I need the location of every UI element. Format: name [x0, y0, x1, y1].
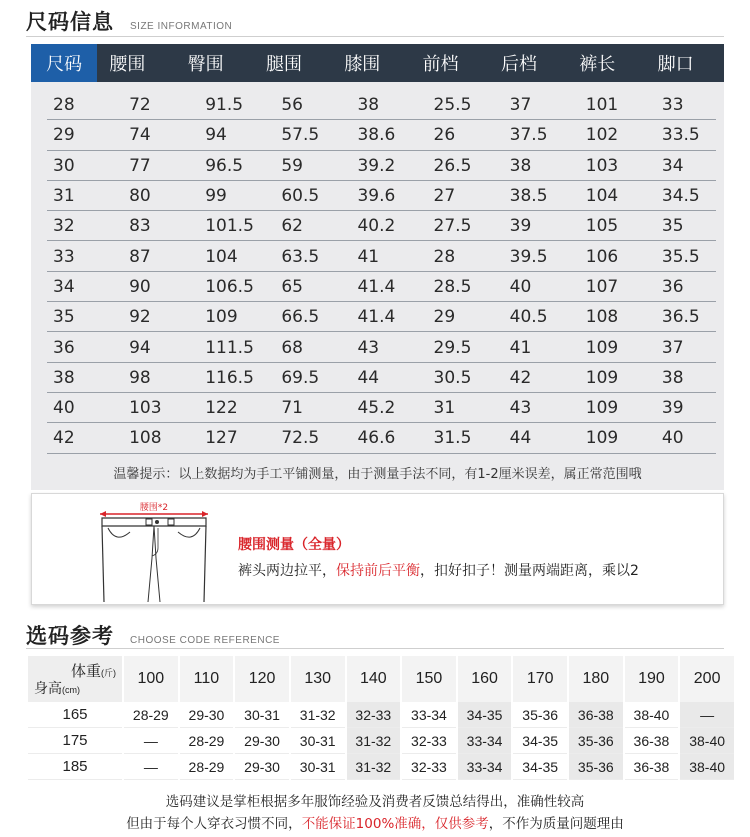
table-cell: 101	[585, 95, 619, 116]
choose-code-title: 选码参考	[26, 624, 114, 648]
table-cell: 31-32	[347, 728, 401, 754]
weight-column-header: 190	[625, 656, 679, 702]
table-cell: 103	[129, 398, 162, 419]
table-cell: 29.5	[433, 337, 472, 358]
table-cell: 91.5	[205, 95, 244, 116]
table-cell: 101.5	[205, 216, 254, 237]
table-row	[31, 120, 724, 150]
table-cell: 43	[509, 398, 532, 419]
table-cell: 60.5	[281, 186, 320, 207]
table-cell: 90	[129, 276, 151, 297]
table-cell: 111.5	[205, 337, 254, 358]
table-cell: 34-35	[513, 728, 567, 754]
table-cell: 34.5	[661, 186, 700, 207]
table-cell: 36-38	[625, 728, 679, 754]
size-info-heading	[26, 6, 232, 36]
height-unit: (cm)	[62, 685, 80, 695]
table-cell: 108	[129, 428, 162, 449]
table-row	[31, 241, 724, 271]
advice-line-2	[0, 812, 750, 832]
table-cell: 34-35	[513, 754, 567, 780]
table-cell: 35-36	[569, 728, 623, 754]
table-cell: 116.5	[205, 367, 254, 388]
table-cell: 68	[281, 337, 303, 358]
table-cell: 107	[585, 276, 619, 297]
table-cell: 37	[509, 95, 532, 116]
table-cell: 31-32	[291, 702, 345, 728]
table-cell: 35-36	[513, 702, 567, 728]
table-cell: 38	[661, 367, 684, 388]
table-cell: 38-40	[680, 728, 734, 754]
table-row	[31, 272, 724, 302]
pants-diagram-icon	[94, 498, 214, 602]
table-row	[31, 151, 724, 181]
size-info-subtitle: SIZE INFORMATION	[130, 21, 233, 32]
table-cell: 29-30	[180, 702, 234, 728]
divider	[26, 648, 724, 649]
table-cell: 28	[433, 246, 456, 267]
table-cell: 38-40	[625, 702, 679, 728]
size-table-header	[31, 44, 724, 82]
weight-column-header: 120	[235, 656, 289, 702]
table-cell: 35.5	[661, 246, 700, 267]
column-header: 腿围	[265, 54, 302, 75]
table-cell: 41	[357, 246, 380, 267]
table-cell: 42	[53, 428, 75, 449]
table-cell: 28-29	[124, 702, 178, 728]
table-cell: 106.5	[205, 276, 254, 297]
waist-times-two-label: 腰围*2	[139, 503, 169, 513]
table-row	[31, 302, 724, 332]
table-cell: 30-31	[291, 728, 345, 754]
table-cell: 122	[205, 398, 238, 419]
table-row	[31, 332, 724, 362]
table-cell: 71	[281, 398, 303, 419]
weight-label: 体重	[70, 663, 101, 680]
table-cell: 32-33	[402, 728, 456, 754]
table-cell: 35-36	[569, 754, 623, 780]
column-header: 脚口	[657, 54, 694, 75]
size-table-body	[31, 82, 724, 456]
table-cell: 109	[205, 307, 238, 328]
advice-highlight: 不能保证100%准确，仅供参考	[301, 816, 489, 832]
table-cell: 34-35	[458, 702, 512, 728]
column-header: 臀围	[187, 54, 224, 75]
table-cell: 66.5	[281, 307, 320, 328]
divider	[26, 36, 724, 37]
measurement-note: 温馨提示：以上数据均为手工平铺测量，由于测量手法不同，有1-2厘米误差，属正常范围哦	[31, 456, 724, 490]
table-cell: 34	[661, 155, 684, 176]
table-cell: 40	[661, 428, 684, 449]
table-cell: 31	[53, 186, 75, 207]
table-row	[31, 90, 724, 120]
waist-measurement-panel	[31, 493, 724, 605]
table-cell: 39.5	[509, 246, 548, 267]
table-cell: 27.5	[433, 216, 472, 237]
table-cell: 38	[53, 367, 75, 388]
table-cell: 27	[433, 186, 456, 207]
table-cell: 42	[509, 367, 532, 388]
table-cell: 40	[509, 276, 532, 297]
table-cell: 44	[357, 367, 380, 388]
table-cell: 57.5	[281, 125, 320, 146]
table-cell: 43	[357, 337, 380, 358]
weight-column-header: 170	[513, 656, 567, 702]
table-cell: 109	[585, 367, 619, 388]
table-cell: 104	[205, 246, 238, 267]
table-cell: 106	[585, 246, 619, 267]
table-row	[28, 702, 734, 728]
table-cell: 33-34	[458, 754, 512, 780]
weight-column-header: 130	[291, 656, 345, 702]
weight-column-header: 180	[569, 656, 623, 702]
table-cell: 29-30	[235, 754, 289, 780]
table-cell: 41.4	[357, 307, 396, 328]
table-cell: 36.5	[661, 307, 700, 328]
table-cell: 33-34	[402, 702, 456, 728]
table-cell: 31	[433, 398, 456, 419]
table-cell: 38.5	[509, 186, 548, 207]
table-cell: 30	[53, 155, 75, 176]
table-cell: 96.5	[205, 155, 244, 176]
table-row	[31, 423, 724, 453]
table-cell: 45.2	[357, 398, 396, 419]
table-cell: 33.5	[661, 125, 700, 146]
table-cell: 98	[129, 367, 151, 388]
table-cell: 46.6	[357, 428, 396, 449]
table-cell: 94	[129, 337, 151, 358]
table-cell: 25.5	[433, 95, 472, 116]
choose-code-subtitle: CHOOSE CODE REFERENCE	[130, 635, 280, 646]
table-cell: 87	[129, 246, 151, 267]
table-row	[31, 363, 724, 393]
column-header: 裤长	[579, 54, 616, 75]
table-cell: 40.2	[357, 216, 396, 237]
table-cell: 38	[509, 155, 532, 176]
table-cell: 36-38	[569, 702, 623, 728]
table-cell: 41	[509, 337, 532, 358]
weight-column-header: 110	[180, 656, 234, 702]
table-cell: 35	[661, 216, 684, 237]
table-cell: 102	[585, 125, 619, 146]
table-cell: 32	[53, 216, 75, 237]
table-cell: 36	[661, 276, 684, 297]
table-cell: 77	[129, 155, 151, 176]
advice-text: 但由于每个人穿衣习惯不同，	[126, 816, 302, 832]
table-cell: 32-33	[347, 702, 401, 728]
table-cell: 38	[357, 95, 380, 116]
table-cell: 29-30	[235, 728, 289, 754]
advice-text-end: ，不作为质量问题理由	[488, 816, 624, 832]
table-cell: 94	[205, 125, 227, 146]
row-divider	[47, 453, 716, 454]
column-header: 膝围	[344, 54, 381, 75]
table-cell: 32-33	[402, 754, 456, 780]
table-cell: 33-34	[458, 728, 512, 754]
waist-desc-highlight: 保持前后平衡	[336, 563, 420, 579]
table-cell: —	[124, 728, 178, 754]
table-cell: 30-31	[235, 702, 289, 728]
table-cell: 108	[585, 307, 619, 328]
weight-column-header: 160	[458, 656, 512, 702]
table-cell: 72.5	[281, 428, 320, 449]
table-cell: 63.5	[281, 246, 320, 267]
table-cell: 39.6	[357, 186, 396, 207]
table-cell: 36-38	[625, 754, 679, 780]
table-cell: 40.5	[509, 307, 548, 328]
table-cell: 69.5	[281, 367, 320, 388]
waist-measure-title: 腰围测量（全量）	[238, 537, 350, 553]
height-row-header: 165	[28, 702, 122, 728]
waist-desc-text: 裤头两边拉平，	[238, 563, 336, 579]
table-cell: 28.5	[433, 276, 472, 297]
table-cell: 41.4	[357, 276, 396, 297]
weight-column-header: 200	[680, 656, 734, 702]
table-cell: 109	[585, 428, 619, 449]
table-row	[28, 728, 734, 754]
waist-desc-text-end: ，扣好扣子！测量两端距离，乘以2	[420, 563, 639, 579]
height-axis-label	[34, 678, 80, 698]
table-row	[31, 393, 724, 423]
table-cell: 38-40	[680, 754, 734, 780]
table-cell: 62	[281, 216, 303, 237]
table-row	[28, 754, 734, 780]
table-cell: —	[680, 702, 734, 728]
table-cell: 74	[129, 125, 151, 146]
weight-column-header: 100	[124, 656, 178, 702]
table-cell: 65	[281, 276, 303, 297]
advice-line-1: 选码建议是掌柜根据多年服饰经验及消费者反馈总结得出，准确性较高	[165, 794, 585, 810]
waist-measure-description	[238, 560, 639, 580]
table-row	[31, 211, 724, 241]
table-cell: 83	[129, 216, 151, 237]
table-cell: 31.5	[433, 428, 472, 449]
table-cell: 109	[585, 337, 619, 358]
table-cell: 40	[53, 398, 75, 419]
table-cell: 103	[585, 155, 619, 176]
table-cell: 59	[281, 155, 303, 176]
table-cell: 127	[205, 428, 238, 449]
table-cell: 30.5	[433, 367, 472, 388]
table-cell: 26.5	[433, 155, 472, 176]
table-cell: 99	[205, 186, 227, 207]
column-header: 尺码	[31, 44, 97, 82]
height-row-header: 185	[28, 754, 122, 780]
column-header: 前档	[422, 54, 459, 75]
table-cell: 38.6	[357, 125, 396, 146]
choose-code-table	[26, 656, 736, 780]
weight-column-header: 140	[347, 656, 401, 702]
weight-column-header: 150	[402, 656, 456, 702]
table-cell: 29	[433, 307, 456, 328]
table-cell: 28-29	[180, 754, 234, 780]
table-corner-header	[28, 656, 122, 702]
height-row-header: 175	[28, 728, 122, 754]
table-cell: 26	[433, 125, 456, 146]
table-cell: 56	[281, 95, 303, 116]
table-cell: 39.2	[357, 155, 396, 176]
table-cell: 35	[53, 307, 75, 328]
column-header: 腰围	[109, 54, 146, 75]
size-table	[31, 44, 724, 490]
table-cell: 36	[53, 337, 75, 358]
table-cell: 29	[53, 125, 75, 146]
table-row	[31, 181, 724, 211]
table-cell: 34	[53, 276, 75, 297]
choose-code-heading	[26, 620, 280, 650]
table-cell: 33	[53, 246, 75, 267]
table-cell: 44	[509, 428, 532, 449]
height-label: 身高	[34, 680, 62, 696]
table-cell: —	[124, 754, 178, 780]
table-cell: 80	[129, 186, 151, 207]
table-cell: 28-29	[180, 728, 234, 754]
table-cell: 39	[509, 216, 532, 237]
table-cell: 33	[661, 95, 684, 116]
table-cell: 39	[661, 398, 684, 419]
table-cell: 92	[129, 307, 151, 328]
weight-unit: (斤)	[101, 668, 116, 678]
table-cell: 30-31	[291, 754, 345, 780]
table-cell: 31-32	[347, 754, 401, 780]
column-header: 后档	[500, 54, 537, 75]
table-cell: 105	[585, 216, 619, 237]
table-cell: 37.5	[509, 125, 548, 146]
table-cell: 109	[585, 398, 619, 419]
table-cell: 28	[53, 95, 75, 116]
table-cell: 72	[129, 95, 151, 116]
table-cell: 104	[585, 186, 619, 207]
size-info-title: 尺码信息	[26, 10, 114, 34]
table-cell: 37	[661, 337, 684, 358]
